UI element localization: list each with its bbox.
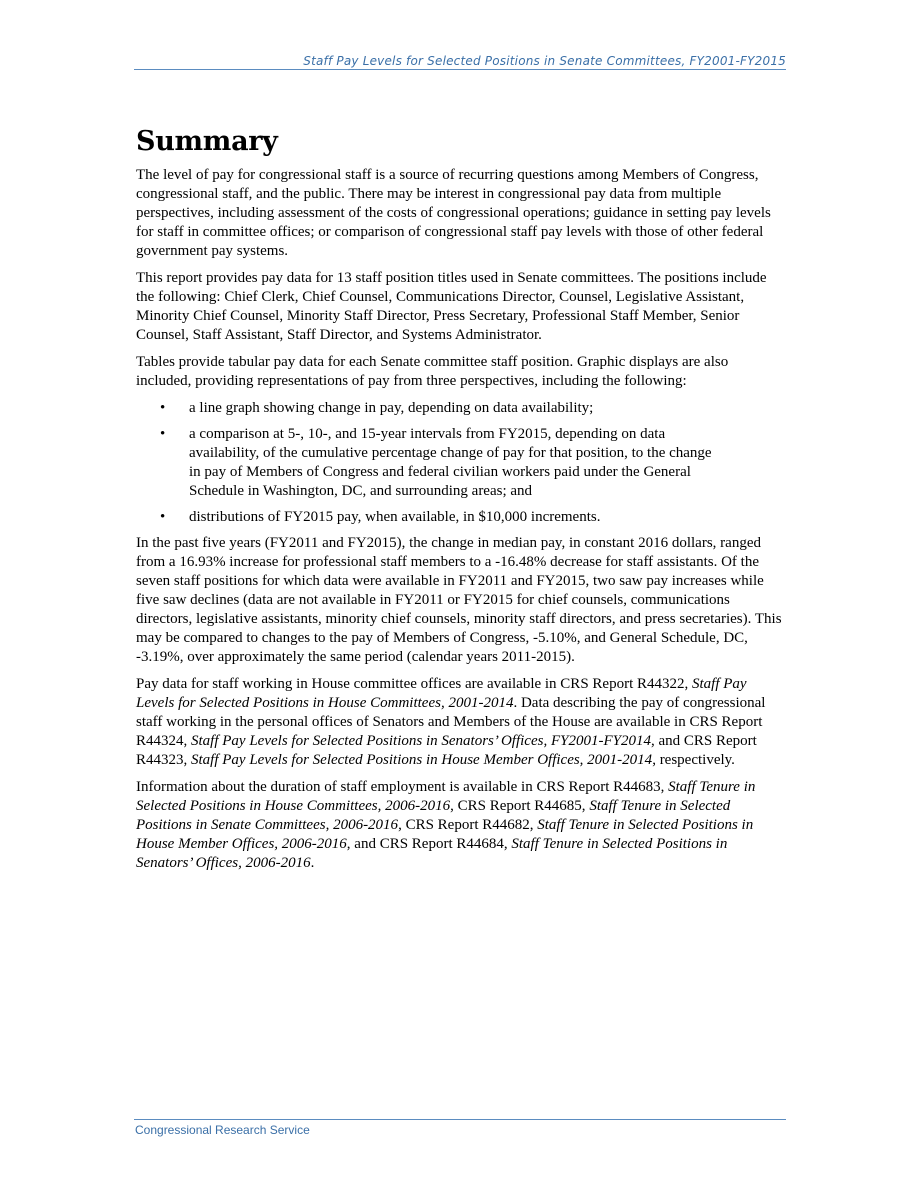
bullet-glyph: • — [160, 426, 166, 442]
text-run: . — [310, 855, 315, 871]
footer-publisher: Congressional Research Service — [135, 1123, 310, 1137]
paragraph-tables: Tables provide tabular pay data for each Senate committee staff position. Graphic displays are also included, providing representations of pay from three perspectives, including the following: — [136, 354, 729, 389]
list-item-text: a comparison at 5-, 10-, and 15-year intervals from FY2015, depending on data availability, of the cumulative percentage change of pay for that position, to the change in pay of Members of Congress and federal civilian workers paid under the General Schedule in Washington, DC, and surrounding areas; and — [189, 426, 712, 499]
list-item — [136, 399, 784, 418]
paragraph-intro: The level of pay for congressional staff is a source of recurring questions among Members of Congress, congressional staff, and the public. There may be interest in congressional pay data from multiple perspectives, including assessment of the costs of congressional operations; guidance in setting pay levels for staff in committee offices; or comparison of congressional staff pay levels with those of other federal government pay systems. — [136, 167, 771, 259]
perspective-list — [136, 399, 784, 527]
list-item — [136, 425, 784, 501]
list-item-text: a line graph showing change in pay, depending on data availability; — [189, 400, 594, 416]
text-run: , respectively. — [652, 752, 735, 768]
text-run: , and CRS Report R44323, — [136, 733, 757, 768]
header-divider — [134, 69, 786, 70]
report-title: Staff Tenure in Selected Positions in House Committees, 2006-2016 — [136, 779, 756, 814]
bullet-glyph: • — [160, 509, 166, 525]
report-title: Staff Pay Levels for Selected Positions in House Committees, 2001-2014 — [136, 676, 747, 711]
report-title: Staff Pay Levels for Selected Positions in House Member Offices, 2001-2014 — [191, 752, 653, 768]
report-title: Staff Pay Levels for Selected Positions in Senators’ Offices, FY2001-FY2014 — [191, 733, 651, 749]
paragraph-positions: This report provides pay data for 13 staff position titles used in Senate committees. The positions include the following: Chief Clerk, Chief Counsel, Communications Director, Counsel, Legislative Assistant, Minority Chief Counsel, Minority Staff Director, Press Secretary, Professional Staff Member, Senior Counsel, Staff Assistant, Staff Director, and Systems Administrator. — [136, 270, 767, 343]
text-run: , CRS Report R44682, — [398, 817, 538, 833]
summary-section — [136, 124, 784, 881]
report-title: Staff Tenure in Selected Positions in House Member Offices, 2006-2016 — [136, 817, 754, 852]
footer-divider — [134, 1119, 786, 1120]
text-run: . Data describing the pay of congressional staff working in the personal offices of Senators and Members of the House are available in CRS Report R44324, — [136, 695, 766, 749]
paragraph-related-tenure-reports — [136, 778, 784, 873]
text-run: , and CRS Report R44684, — [346, 836, 512, 852]
text-run: Pay data for staff working in House committee offices are available in CRS Report R44322, — [136, 676, 692, 692]
text-run: , CRS Report R44685, — [450, 798, 590, 814]
bullet-glyph: • — [160, 400, 166, 416]
report-title: Staff Tenure in Selected Positions in Senators’ Offices, 2006-2016 — [136, 836, 728, 871]
running-header: Staff Pay Levels for Selected Positions in Senate Committees, FY2001-FY2015 — [303, 54, 786, 68]
list-item-text: distributions of FY2015 pay, when available, in $10,000 increments. — [189, 509, 601, 525]
report-title: Staff Tenure in Selected Positions in Senate Committees, 2006-2016 — [136, 798, 731, 833]
list-item — [136, 508, 784, 527]
paragraph-median-pay: In the past five years (FY2011 and FY2015), the change in median pay, in constant 2016 dollars, ranged from a 16.93% increase for professional staff members to a -16.48% decrease for staff assistants. Of the seven staff positions for which data were available in FY2011 and FY2015, two saw pay increases while five saw declines (data are not available in FY2011 or FY2015 for chief counsels, communications directors, legislative assistants, minority chief counsels, minority staff directors, and press secretaries). This may be compared to changes to the pay of Members of Congress, -5.10%, and General Schedule, DC, -3.19%, over approximately the same period (calendar years 2011-2015). — [136, 535, 782, 665]
paragraph-related-pay-reports — [136, 675, 784, 770]
section-title: Summary — [136, 126, 278, 157]
text-run: Information about the duration of staff employment is available in CRS Report R44683, — [136, 779, 669, 795]
